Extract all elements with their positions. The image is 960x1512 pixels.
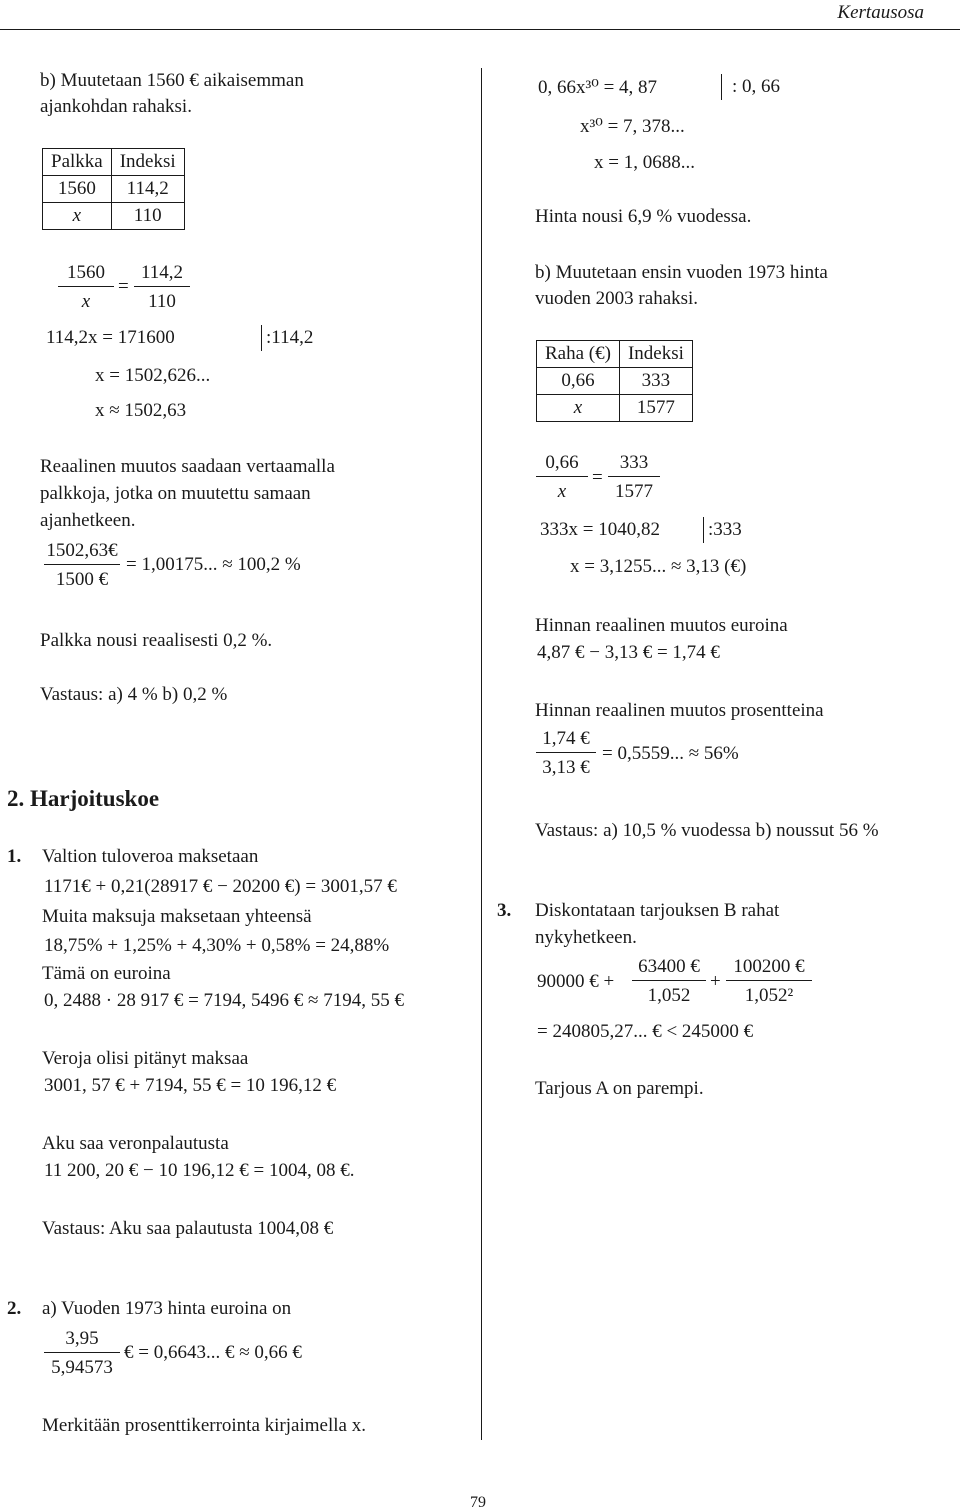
column-divider bbox=[481, 68, 482, 1440]
equation-line: = 240805,27... € < 245000 € bbox=[537, 1021, 754, 1042]
paragraph-line: Valtion tuloveroa maksetaan bbox=[42, 846, 259, 867]
fraction-1560-x bbox=[58, 262, 114, 313]
answer-line: Vastaus: a) 4 % b) 0,2 % bbox=[40, 684, 228, 705]
plus-sign: + bbox=[710, 971, 721, 992]
table-row bbox=[43, 203, 185, 230]
equation-lead: 90000 € + bbox=[537, 971, 615, 992]
table-cell: x bbox=[43, 203, 112, 230]
paragraph-line: Tarjous A on parempi. bbox=[535, 1078, 704, 1099]
denominator: x bbox=[557, 481, 567, 502]
equation-line: x = 1, 0688... bbox=[594, 152, 695, 173]
table-header-cell: Indeksi bbox=[111, 149, 184, 176]
table-cell: 110 bbox=[111, 203, 184, 230]
table-cell: x bbox=[537, 395, 620, 422]
equation-line: x³⁰ = 7, 378... bbox=[580, 116, 685, 137]
left-b-intro-2: ajankohdan rahaksi. bbox=[40, 96, 192, 117]
problem-number: 2. bbox=[7, 1298, 22, 1319]
paragraph-line: Hinnan reaalinen muutos euroina bbox=[535, 615, 788, 636]
paragraph-line: vuoden 2003 rahaksi. bbox=[535, 288, 699, 309]
table-header-cell: Palkka bbox=[43, 149, 112, 176]
numerator: 63400 € bbox=[632, 956, 706, 981]
equation-line: 114,2x = 171600 bbox=[46, 327, 175, 348]
equation-line: 1171€ + 0,21(28917 € − 20200 €) = 3001,57 € bbox=[44, 876, 397, 897]
operation-label: : 0, 66 bbox=[732, 76, 781, 97]
equation-result: = 1,00175... ≈ 100,2 % bbox=[126, 554, 301, 575]
paragraph-line: Reaalinen muutos saadaan vertaamalla bbox=[40, 456, 335, 477]
operation-bar bbox=[703, 517, 704, 543]
denominator: 1577 bbox=[615, 481, 653, 502]
table-header-row bbox=[537, 341, 693, 368]
denominator: 5,94573 bbox=[51, 1357, 113, 1378]
equation-result: € = 0,6643... € ≈ 0,66 € bbox=[124, 1342, 302, 1363]
denominator: 110 bbox=[148, 291, 176, 312]
paragraph-line: Hinnan reaalinen muutos prosentteina bbox=[535, 700, 824, 721]
denominator: 1500 € bbox=[55, 569, 109, 590]
operation-label: :333 bbox=[708, 519, 742, 540]
numerator: 3,95 bbox=[44, 1328, 120, 1353]
paragraph-line: Diskontataan tarjouksen B rahat bbox=[535, 900, 780, 921]
equation-line: 0, 2488 · 28 917 € = 7194, 5496 € ≈ 7194, 55 € bbox=[44, 990, 404, 1011]
paragraph-line: b) Muutetaan ensin vuoden 1973 hinta bbox=[535, 262, 828, 283]
paragraph-line: a) Vuoden 1973 hinta euroina on bbox=[42, 1298, 292, 1319]
fraction-100200 bbox=[726, 956, 812, 1007]
equation-line: x = 1502,626... bbox=[95, 365, 211, 386]
fraction-real-change bbox=[44, 540, 120, 591]
paragraph-line: Palkka nousi reaalisesti 0,2 %. bbox=[40, 630, 273, 651]
operation-bar bbox=[261, 325, 262, 351]
problem-number: 1. bbox=[7, 846, 22, 867]
table-cell: 1577 bbox=[619, 395, 692, 422]
numerator: 114,2 bbox=[134, 262, 190, 287]
fraction-333-1577 bbox=[608, 452, 660, 503]
numerator: 333 bbox=[608, 452, 660, 477]
fraction-066-x bbox=[536, 452, 588, 503]
table-cell: 0,66 bbox=[537, 368, 620, 395]
denominator: 1,052² bbox=[744, 985, 794, 1006]
operation-label: :114,2 bbox=[266, 327, 314, 348]
fraction-real-percent bbox=[536, 728, 596, 779]
equation-result: = 0,5559... ≈ 56% bbox=[602, 743, 739, 764]
numerator: 1502,63€ bbox=[44, 540, 120, 565]
table-cell: 333 bbox=[619, 368, 692, 395]
problem-number: 3. bbox=[497, 900, 512, 921]
header-rule bbox=[0, 29, 960, 30]
paragraph-line: Veroja olisi pitänyt maksaa bbox=[42, 1048, 249, 1069]
table-cell: 114,2 bbox=[111, 176, 184, 203]
table-header-cell: Raha (€) bbox=[537, 341, 620, 368]
paragraph-line: Tämä on euroina bbox=[42, 963, 171, 984]
page-header-title: Kertausosa bbox=[837, 2, 924, 23]
fraction-114-110 bbox=[134, 262, 190, 313]
equation-line: 11 200, 20 € − 10 196,12 € = 1004, 08 €. bbox=[44, 1160, 355, 1181]
answer-line: Vastaus: Aku saa palautusta 1004,08 € bbox=[42, 1218, 334, 1239]
table-header-row bbox=[43, 149, 185, 176]
page-number: 79 bbox=[470, 1494, 486, 1511]
paragraph-line: palkkoja, jotka on muutettu samaan bbox=[40, 483, 311, 504]
table-cell: 1560 bbox=[43, 176, 112, 203]
equation-line: x ≈ 1502,63 bbox=[95, 400, 187, 421]
fraction-1973-price bbox=[44, 1328, 120, 1379]
section-heading: 2. Harjoituskoe bbox=[7, 786, 160, 811]
equation-line: 3001, 57 € + 7194, 55 € = 10 196,12 € bbox=[44, 1075, 337, 1096]
equation-line: 4,87 € − 3,13 € = 1,74 € bbox=[537, 642, 720, 663]
equation-line: 0, 66x³⁰ = 4, 87 bbox=[538, 77, 658, 98]
table-row bbox=[537, 368, 693, 395]
fraction-63400 bbox=[632, 956, 706, 1007]
price-index-table bbox=[536, 340, 693, 422]
equals-sign: = bbox=[592, 467, 603, 488]
paragraph-line: Hinta nousi 6,9 % vuodessa. bbox=[535, 206, 752, 227]
paragraph-line: Muita maksuja maksetaan yhteensä bbox=[42, 906, 312, 927]
paragraph-line: Aku saa veronpalautusta bbox=[42, 1133, 229, 1154]
equation-line: 333x = 1040,82 bbox=[540, 519, 660, 540]
equation-line: x = 3,1255... ≈ 3,13 (€) bbox=[570, 556, 747, 577]
paragraph-line: nykyhetkeen. bbox=[535, 927, 637, 948]
paragraph-line: Merkitään prosenttikerrointa kirjaimella x. bbox=[42, 1415, 366, 1436]
answer-line: Vastaus: a) 10,5 % vuodessa b) noussut 56 % bbox=[535, 820, 879, 841]
table-row bbox=[537, 395, 693, 422]
salary-index-table bbox=[42, 148, 185, 230]
denominator: 1,052 bbox=[647, 985, 691, 1006]
denominator: 3,13 € bbox=[542, 757, 590, 778]
table-header-cell: Indeksi bbox=[619, 341, 692, 368]
paragraph-line: ajanhetkeen. bbox=[40, 510, 136, 531]
numerator: 0,66 bbox=[536, 452, 588, 477]
table-row bbox=[43, 176, 185, 203]
operation-bar bbox=[721, 74, 722, 100]
left-b-intro-1: b) Muutetaan 1560 € aikaisemman bbox=[40, 70, 304, 91]
numerator: 1,74 € bbox=[536, 728, 596, 753]
equals-sign: = bbox=[118, 276, 129, 297]
denominator: x bbox=[81, 291, 91, 312]
numerator: 100200 € bbox=[726, 956, 812, 981]
numerator: 1560 bbox=[58, 262, 114, 287]
equation-line: 18,75% + 1,25% + 4,30% + 0,58% = 24,88% bbox=[44, 935, 390, 956]
